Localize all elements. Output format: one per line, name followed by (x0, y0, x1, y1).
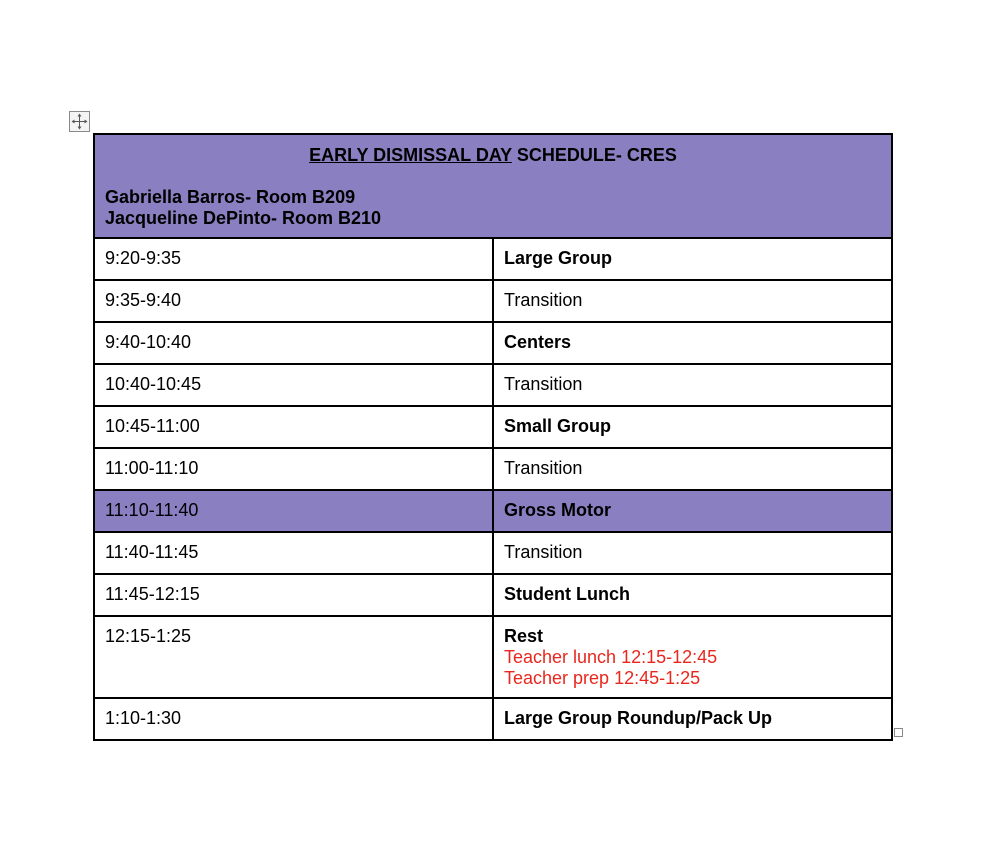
header-row (94, 134, 892, 238)
activity-cell: Transition (493, 280, 892, 322)
time-cell: 12:15-1:25 (94, 616, 493, 698)
schedule-table (93, 133, 893, 741)
table-row (94, 698, 892, 740)
activity-cell: Transition (493, 448, 892, 490)
table-row (94, 406, 892, 448)
table-row (94, 532, 892, 574)
time-cell: 1:10-1:30 (94, 698, 493, 740)
time-cell: 11:40-11:45 (94, 532, 493, 574)
activity-cell: Transition (493, 532, 892, 574)
table-row (94, 364, 892, 406)
title-underlined: EARLY DISMISSAL DAY (309, 145, 512, 165)
move-arrows-icon (70, 112, 89, 131)
table-row (94, 322, 892, 364)
activity-cell: Transition (493, 364, 892, 406)
table-row (94, 448, 892, 490)
table-move-handle[interactable] (69, 111, 90, 132)
table-resize-handle[interactable] (894, 728, 903, 737)
schedule-title (105, 145, 881, 166)
note-line: Teacher lunch 12:15-12:45 (504, 647, 718, 667)
activity-cell (493, 616, 892, 698)
title-rest: SCHEDULE- CRES (511, 145, 677, 165)
table-row (94, 574, 892, 616)
time-cell: 9:40-10:40 (94, 322, 493, 364)
table-row (94, 280, 892, 322)
note-line: Teacher prep 12:45-1:25 (504, 668, 701, 688)
time-cell: 9:20-9:35 (94, 238, 493, 280)
activity-label: Rest (504, 626, 544, 646)
teacher-line: Gabriella Barros- Room B209 (105, 187, 356, 207)
activity-cell: Student Lunch (493, 574, 892, 616)
time-cell: 10:45-11:00 (94, 406, 493, 448)
time-cell: 11:10-11:40 (94, 490, 493, 532)
table-row-highlighted (94, 490, 892, 532)
activity-cell: Centers (493, 322, 892, 364)
activity-cell: Large Group (493, 238, 892, 280)
time-cell: 10:40-10:45 (94, 364, 493, 406)
teacher-line: Jacqueline DePinto- Room B210 (105, 208, 382, 228)
table-row (94, 238, 892, 280)
header-cell (94, 134, 892, 238)
activity-cell: Large Group Roundup/Pack Up (493, 698, 892, 740)
time-cell: 11:00-11:10 (94, 448, 493, 490)
time-cell: 11:45-12:15 (94, 574, 493, 616)
activity-cell: Small Group (493, 406, 892, 448)
activity-cell: Gross Motor (493, 490, 892, 532)
table-row (94, 616, 892, 698)
time-cell: 9:35-9:40 (94, 280, 493, 322)
